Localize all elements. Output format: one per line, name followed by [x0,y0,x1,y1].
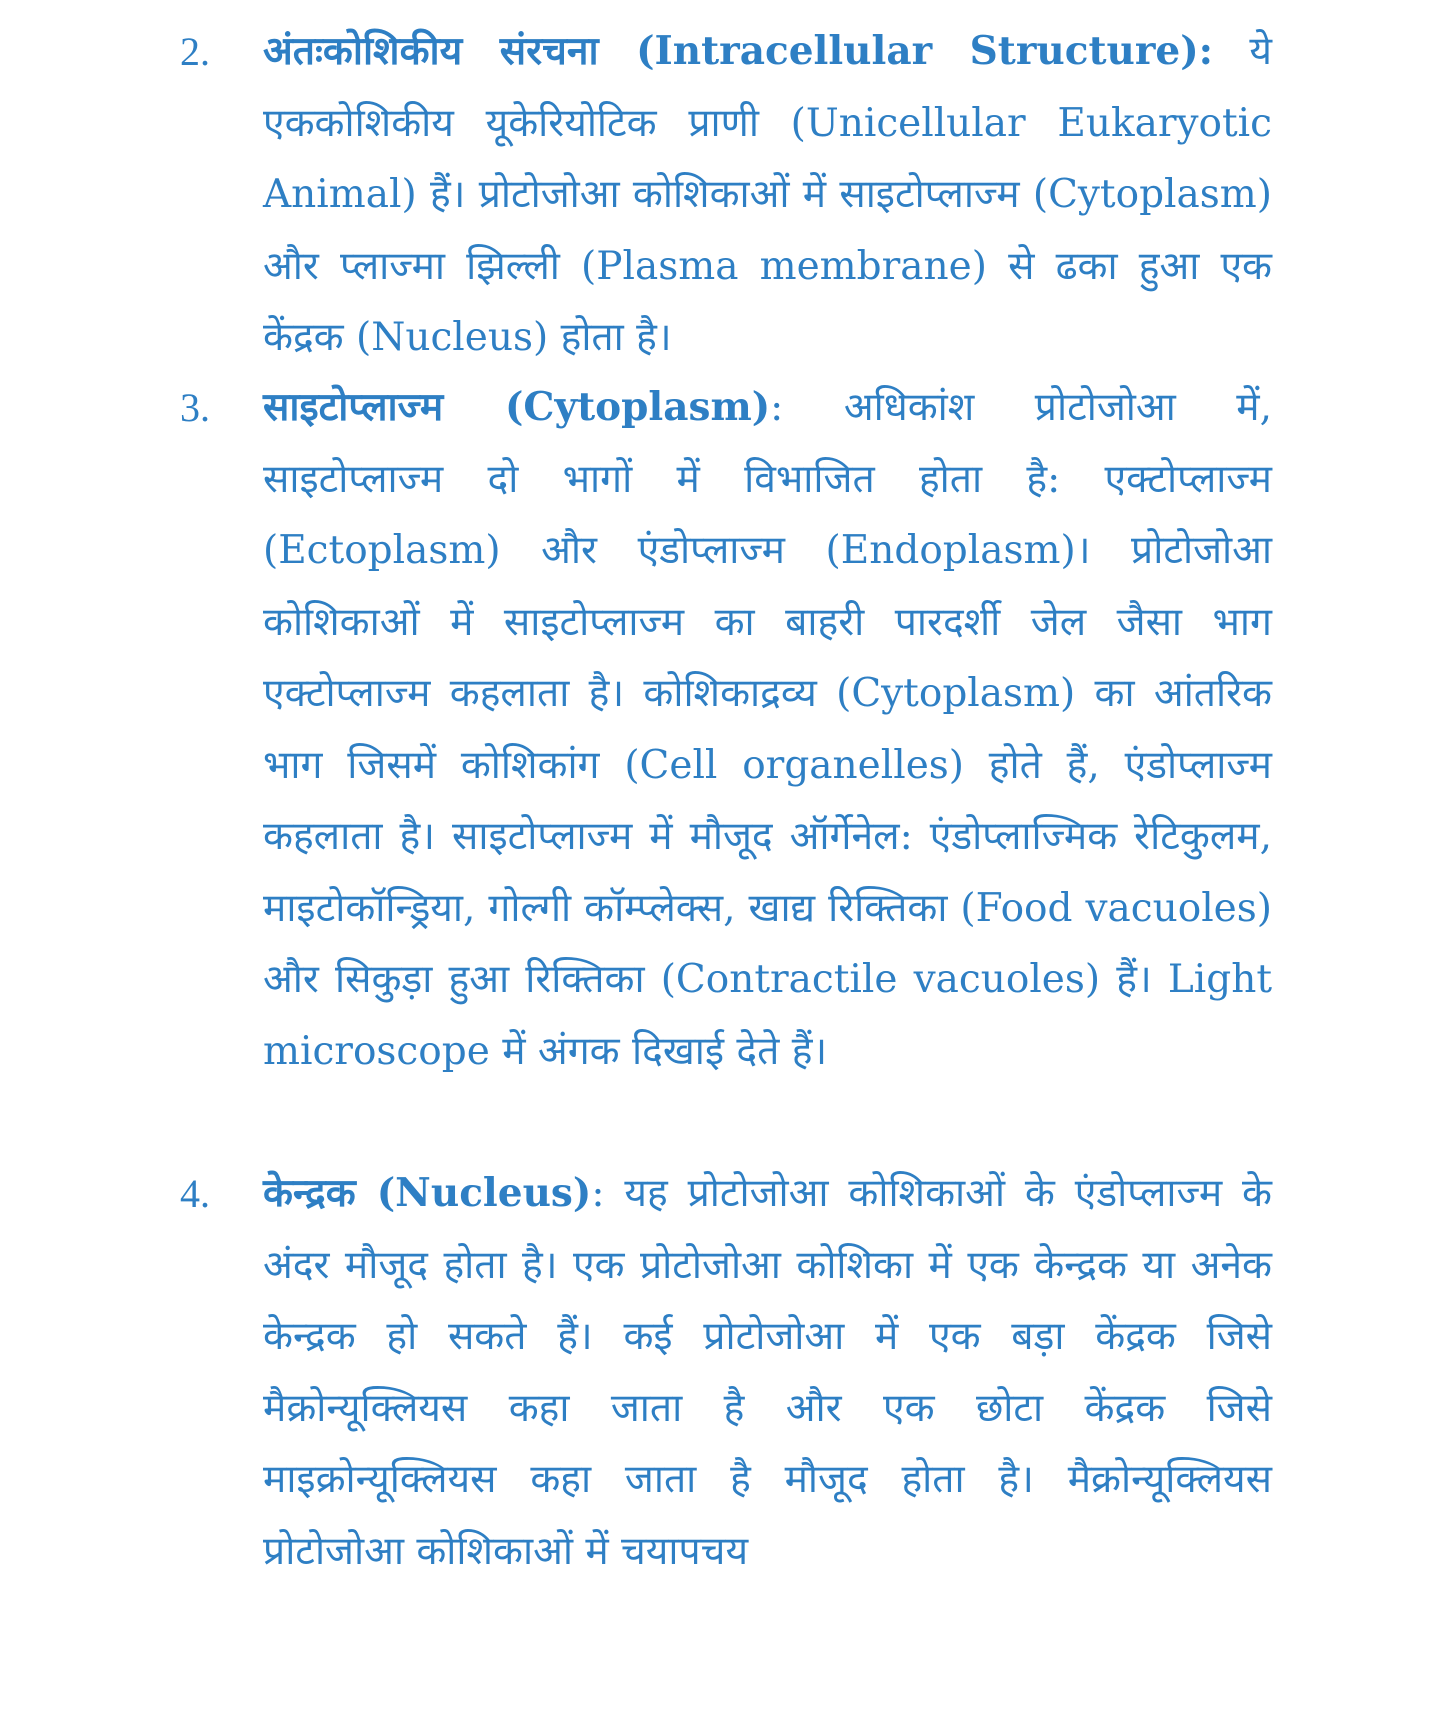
list-item-cytoplasm [180,372,1272,1087]
item-text: ये एककोशिकीय यूकेरियोटिक प्राणी (Unicellular Eukaryotic Animal) हैं। प्रोटोजोआ कोशिकाओं में साइटोप्लाज्म (Cytoplasm) और प्लाज्मा झिल्ली (Plasma membrane) से ढका हुआ एक केंद्रक (Nucleus) होता है। [263,29,1272,360]
item-paragraph [263,16,1272,374]
item-number: 2. [180,29,210,74]
item-heading: केन्द्रक (Nucleus) [263,1170,592,1216]
item-number: 4. [180,1171,210,1216]
item-heading: साइटोप्लाज्म (Cytoplasm) [263,384,771,430]
list-item-nucleus [180,1158,1272,1587]
item-paragraph [263,1158,1272,1587]
item-text: : अधिकांश प्रोटोजोआ में, साइटोप्लाज्म दो भागों में विभाजित होता है: एक्टोप्लाज्म (Ectoplasm) और एंडोप्लाज्म (Endoplasm)। प्रोटोजोआ कोशिकाओं में साइटोप्लाज्म का बाहरी पारदर्शी जेल जैसा भाग एक्टोप्लाज्म कहलाता है। कोशिकाद्रव्य (Cytoplasm) का आंतरिक भाग जिसमें कोशिकांग (Cell organelles) होते हैं, एंडोप्लाज्म कहलाता है। साइटोप्लाज्म में मौजूद ऑर्गेनेल: एंडोप्लाज्मिक रेटिकुलम, माइटोकॉन्ड्रिया, गोल्गी कॉम्प्लेक्स, खाद्य रिक्तिका (Food vacuoles) और सिकुड़ा हुआ रिक्तिका (Contractile vacuoles) हैं। Light microscope में अंगक दिखाई देते हैं। [263,385,1272,1074]
item-heading: अंतःकोशिकीय संरचना (Intracellular Structure): [263,28,1214,74]
item-paragraph [263,372,1272,1087]
list-item-intracellular-structure [180,16,1272,374]
item-number: 3. [180,385,210,430]
item-text: : यह प्रोटोजोआ कोशिकाओं के एंडोप्लाज्म के अंदर मौजूद होता है। एक प्रोटोजोआ कोशिका में एक केन्द्रक या अनेक केन्द्रक हो सकते हैं। कई प्रोटोजोआ में एक बड़ा केंद्रक जिसे मैक्रोन्यूक्लियस कहा जाता है और एक छोटा केंद्रक जिसे माइक्रोन्यूक्लियस कहा जाता है मौजूद होता है। मैक्रोन्यूक्लियस प्रोटोजोआ कोशिकाओं में चयापचय [263,1171,1272,1574]
